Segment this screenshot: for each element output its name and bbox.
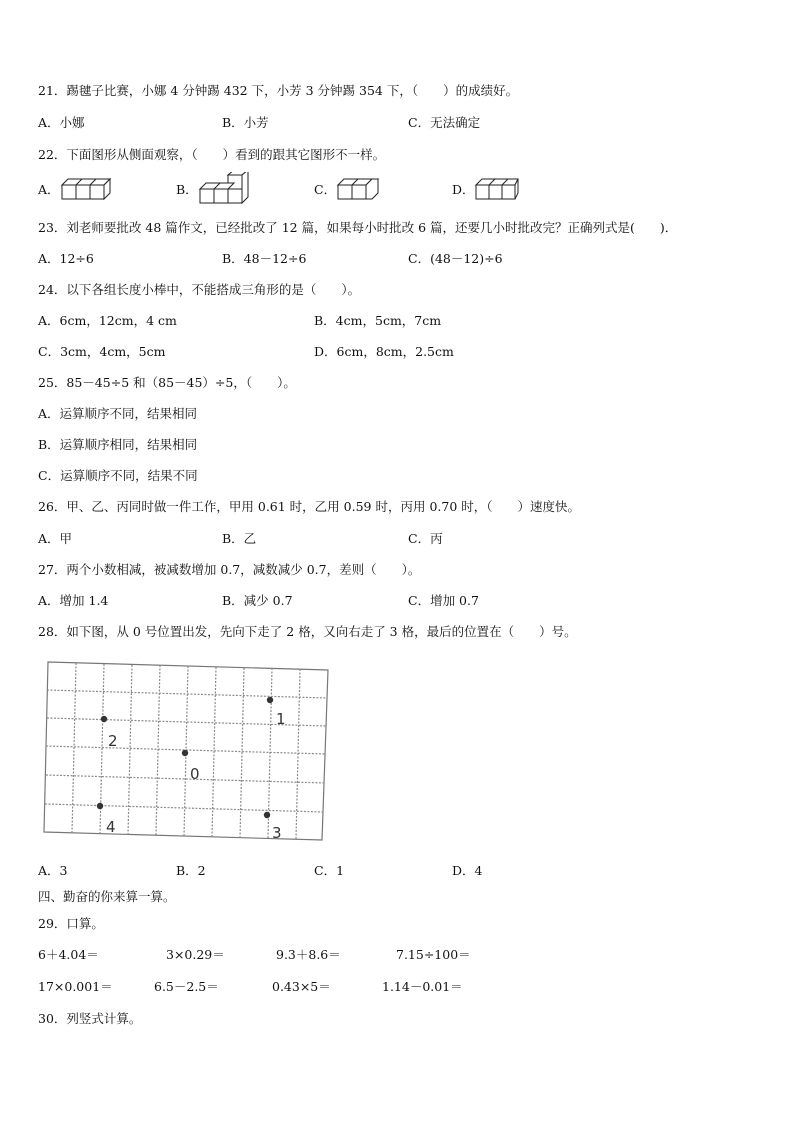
q22-option-a[interactable]: A．: [38, 182, 60, 197]
calc-item: 0.43×5＝: [272, 979, 331, 994]
q21-option-b[interactable]: B．小芳: [222, 115, 269, 130]
question-23-stem: 23．刘老师要批改 48 篇作文，已经批改了 12 篇，如果每小时批改 6 篇，还要几小时批改完？正确列式是( )．: [38, 220, 678, 235]
section-4-title: 四、勤奋的你来算一算。: [38, 889, 176, 904]
question-24-stem: 24．以下各组长度小棒中，不能搭成三角形的是（ ）。: [38, 282, 361, 297]
q22-option-d-cubes-figure: [474, 176, 520, 204]
q25-option-b[interactable]: B．运算顺序相同，结果相同: [38, 437, 198, 452]
calc-item: 6.5－2.5＝: [154, 979, 219, 994]
q22-option-c-cubes-figure: [336, 176, 380, 204]
q22-option-d[interactable]: D．: [452, 182, 475, 197]
q21-option-c[interactable]: C．无法确定: [408, 115, 481, 130]
q22-option-b-cubes-figure: [198, 172, 250, 206]
q24-option-a[interactable]: A．6cm，12cm，4 cm: [38, 313, 177, 328]
question-21-stem: 21．踢毽子比赛，小娜 4 分钟踢 432 下，小芳 3 分钟踢 354 下，（ ）的成绩好。: [38, 83, 519, 98]
grid-label-4: 4: [106, 818, 116, 836]
grid-point-0: [182, 750, 188, 756]
calc-item: 9.3＋8.6＝: [276, 947, 341, 962]
q28-option-c[interactable]: C．1: [314, 863, 345, 878]
q21-option-a[interactable]: A．小娜: [38, 115, 85, 130]
q24-option-d[interactable]: D．6cm，8cm，2.5cm: [314, 344, 454, 359]
question-25-stem: 25．85－45÷5 和（85－45）÷5，（ ）。: [38, 375, 296, 390]
question-30-stem: 30．列竖式计算。: [38, 1011, 142, 1026]
question-26-stem: 26．甲、乙、丙同时做一件工作，甲用 0.61 时，乙用 0.59 时，丙用 0.70 时，（ ）速度快。: [38, 499, 580, 514]
q28-option-b[interactable]: B．2: [176, 863, 206, 878]
q27-option-c[interactable]: C．增加 0.7: [408, 593, 479, 608]
q22-option-b[interactable]: B．: [176, 182, 198, 197]
calc-item: 7.15÷100＝: [396, 947, 471, 962]
q27-option-a[interactable]: A．增加 1.4: [38, 593, 109, 608]
q23-option-a[interactable]: A．12÷6: [38, 251, 94, 266]
grid-label-3: 3: [272, 824, 282, 842]
q24-option-c[interactable]: C．3cm，4cm，5cm: [38, 344, 166, 359]
question-29-stem: 29．口算。: [38, 916, 104, 931]
q27-option-b[interactable]: B．减少 0.7: [222, 593, 293, 608]
q28-option-a[interactable]: A．3: [38, 863, 68, 878]
calc-item: 3×0.29＝: [166, 947, 225, 962]
calc-item: 6＋4.04＝: [38, 947, 99, 962]
calc-item: 17×0.001＝: [38, 979, 113, 994]
grid-point-1: [267, 697, 273, 703]
q25-option-a[interactable]: A．运算顺序不同，结果相同: [38, 406, 198, 421]
q26-option-a[interactable]: A．甲: [38, 531, 73, 546]
grid-label-1: 1: [276, 710, 286, 728]
q28-option-d[interactable]: D．4: [452, 863, 483, 878]
grid-label-0: 0: [190, 765, 200, 783]
q28-position-grid: [42, 660, 332, 842]
q22-option-c[interactable]: C．: [314, 182, 337, 197]
question-27-stem: 27．两个小数相减，被减数增加 0.7，减数减少 0.7，差则（ ）。: [38, 562, 421, 577]
q23-option-b[interactable]: B．48－12÷6: [222, 251, 307, 266]
question-28-stem: 28．如下图，从 0 号位置出发，先向下走了 2 格，又向右走了 3 格，最后的位置在（ ）号。: [38, 624, 577, 639]
grid-label-2: 2: [108, 732, 118, 750]
calc-item: 1.14－0.01＝: [382, 979, 463, 994]
q23-option-c[interactable]: C．(48－12)÷6: [408, 251, 503, 266]
question-22-stem: 22．下面图形从侧面观察，（ ）看到的跟其它图形不一样。: [38, 147, 386, 162]
grid-point-3: [264, 812, 270, 818]
grid-point-4: [97, 803, 103, 809]
q26-option-b[interactable]: B．乙: [222, 531, 257, 546]
q25-option-c[interactable]: C．运算顺序不同，结果不同: [38, 468, 198, 483]
q26-option-c[interactable]: C．丙: [408, 531, 443, 546]
q22-option-a-cubes-figure: [60, 176, 112, 204]
q24-option-b[interactable]: B．4cm，5cm，7cm: [314, 313, 442, 328]
grid-point-2: [101, 716, 107, 722]
